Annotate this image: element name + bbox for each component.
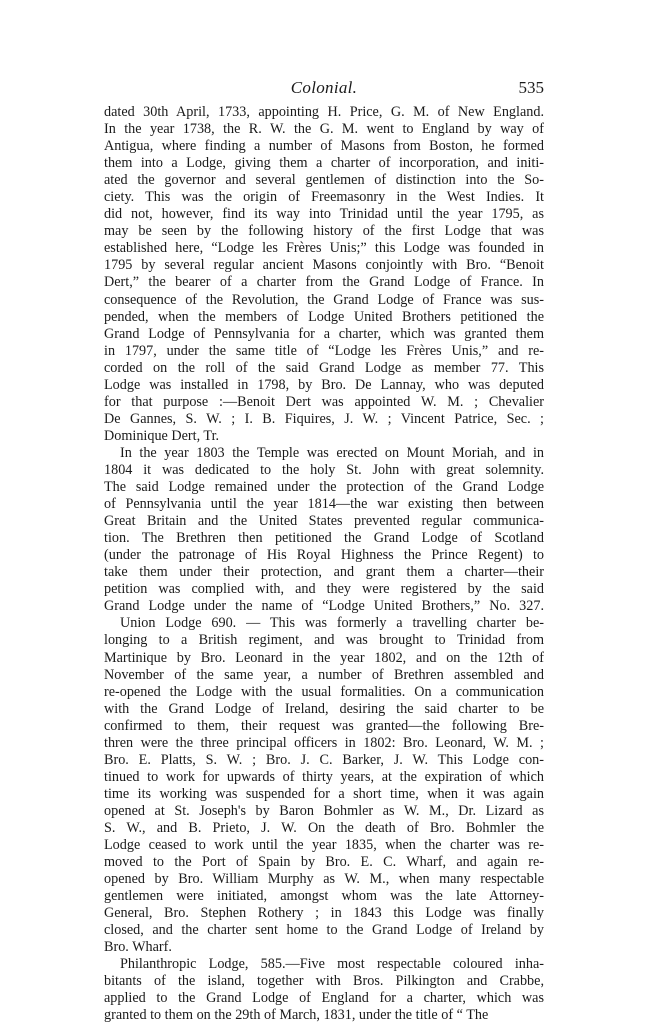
text-line: Union Lodge 690. — This was formerly a travelling charter be-	[120, 615, 544, 632]
text-line: Dert,” the bearer of a charter from the Grand Lodge of France. In	[104, 274, 544, 291]
text-line: pended, when the members of Lodge United Brothers petitioned the	[104, 308, 544, 325]
text-line: confirmed to them, their request was granted—the following Bre-	[104, 717, 544, 734]
text-line: Dominique Dert, Tr.	[104, 427, 220, 444]
text-line: In the year 1803 the Temple was erected on Mount Moriah, and in	[120, 444, 544, 461]
text-line: Martinique by Bro. Leonard in the year 1802, and on the 12th of	[104, 649, 544, 666]
text-line: ated the governor and several gentlemen of distinction into the So-	[104, 172, 544, 189]
text-line: longing to a British regiment, and was brought to Trinidad from	[104, 632, 544, 649]
text-line: gentlemen were initiated, amongst whom was the late Attorney-	[104, 888, 544, 905]
text-line: General, Bro. Stephen Rothery ; in 1843 this Lodge was finally	[104, 905, 544, 922]
text-line: applied to the Grand Lodge of England for a charter, which was	[104, 990, 544, 1007]
text-line: In the year 1738, the R. W. the G. M. went to England by way of	[104, 121, 544, 138]
text-line: opened at St. Joseph's by Baron Bohmler as W. M., Dr. Lizard as	[104, 802, 544, 819]
running-title: Colonial.	[290, 78, 358, 97]
text-line: De Gannes, S. W. ; I. B. Fiquires, J. W. ; Vincent Patrice, Sec. ;	[104, 410, 544, 427]
text-line: Bro. E. Platts, S. W. ; Bro. J. C. Barker, J. W. This Lodge con-	[104, 751, 544, 768]
text-line: ciety. This was the origin of Freemasonry in the West Indies. It	[104, 189, 544, 206]
body-text	[104, 104, 544, 1025]
text-line: November of the same year, a number of Brethren assembled and	[104, 666, 544, 683]
text-line: opened by Bro. William Murphy as W. M., when many respectable	[104, 871, 544, 888]
text-line: may be seen by the following history of the first Lodge that was	[104, 223, 544, 240]
text-line: thren were the three principal officers in 1802: Bro. Leonard, W. M. ;	[104, 734, 544, 751]
page-number: 535	[518, 78, 544, 97]
text-line: 1804 it was dedicated to the holy St. John with great solemnity.	[104, 461, 544, 478]
running-head	[104, 78, 544, 102]
text-line: corded on the roll of the said Grand Lodge as member 77. This	[104, 359, 544, 376]
text-line: with the Grand Lodge of Ireland, desiring the said charter to be	[104, 700, 544, 717]
text-line: re-opened the Lodge with the usual formalities. On a communication	[104, 683, 544, 700]
text-line: established here, “Lodge les Frères Unis;” this Lodge was founded in	[104, 240, 544, 257]
text-line: Grand Lodge of Pennsylvania for a charter, which was granted them	[104, 325, 544, 342]
text-line: consequence of the Revolution, the Grand Lodge of France was sus-	[104, 291, 544, 308]
text-line: tion. The Brethren then petitioned the Grand Lodge of Scotland	[104, 530, 544, 547]
text-line: 1795 by several regular ancient Masons conjointly with Bro. “Benoit	[104, 257, 544, 274]
text-line: Antigua, where finding a number of Masons from Boston, he formed	[104, 138, 544, 155]
text-line: Lodge ceased to work until the year 1835, when the charter was re-	[104, 837, 544, 854]
text-line: petition was complied with, and they were registered by the said	[104, 581, 544, 598]
text-line: tinued to work for upwards of thirty years, at the expiration of which	[104, 768, 544, 785]
text-line: take them under their protection, and grant them a charter—their	[104, 564, 544, 581]
text-line: The said Lodge remained under the protection of the Grand Lodge	[104, 479, 544, 496]
text-line: Bro. Wharf.	[104, 939, 172, 956]
text-line: dated 30th April, 1733, appointing H. Price, G. M. of New England.	[104, 104, 544, 120]
text-line: Great Britain and the United States prevented regular communica-	[104, 513, 544, 530]
text-line: for that purpose :—Benoit Dert was appointed W. M. ; Chevalier	[104, 393, 544, 410]
text-line: (under the patronage of His Royal Highness the Prince Regent) to	[104, 547, 544, 564]
text-line: in 1797, under the same title of “Lodge les Frères Unis,” and re-	[104, 342, 544, 359]
text-line: Lodge was installed in 1798, by Bro. De Lannay, who was deputed	[104, 376, 544, 393]
text-line: did not, however, find its way into Trinidad until the year 1795, as	[104, 206, 544, 223]
text-line: granted to them on the 29th of March, 1831, under the title of “ The	[104, 1007, 489, 1024]
text-line: moved to the Port of Spain by Bro. E. C. Wharf, and again re-	[104, 854, 544, 871]
text-line: Philanthropic Lodge, 585.—Five most respectable coloured inha-	[120, 956, 544, 973]
text-line: them into a Lodge, giving them a charter of incorporation, and initi-	[104, 155, 544, 172]
text-line: time its working was suspended for a short time, when it was again	[104, 785, 544, 802]
text-line: Grand Lodge under the name of “Lodge United Brothers,” No. 327.	[104, 598, 544, 615]
text-line: closed, and the charter sent home to the Grand Lodge of Ireland by	[104, 922, 544, 939]
text-line: bitants of the island, together with Bros. Pilkington and Crabbe,	[104, 973, 544, 990]
text-line: of Pennsylvania until the year 1814—the war existing then between	[104, 496, 544, 513]
text-line: S. W., and B. Prieto, J. W. On the death of Bro. Bohmler the	[104, 819, 544, 836]
